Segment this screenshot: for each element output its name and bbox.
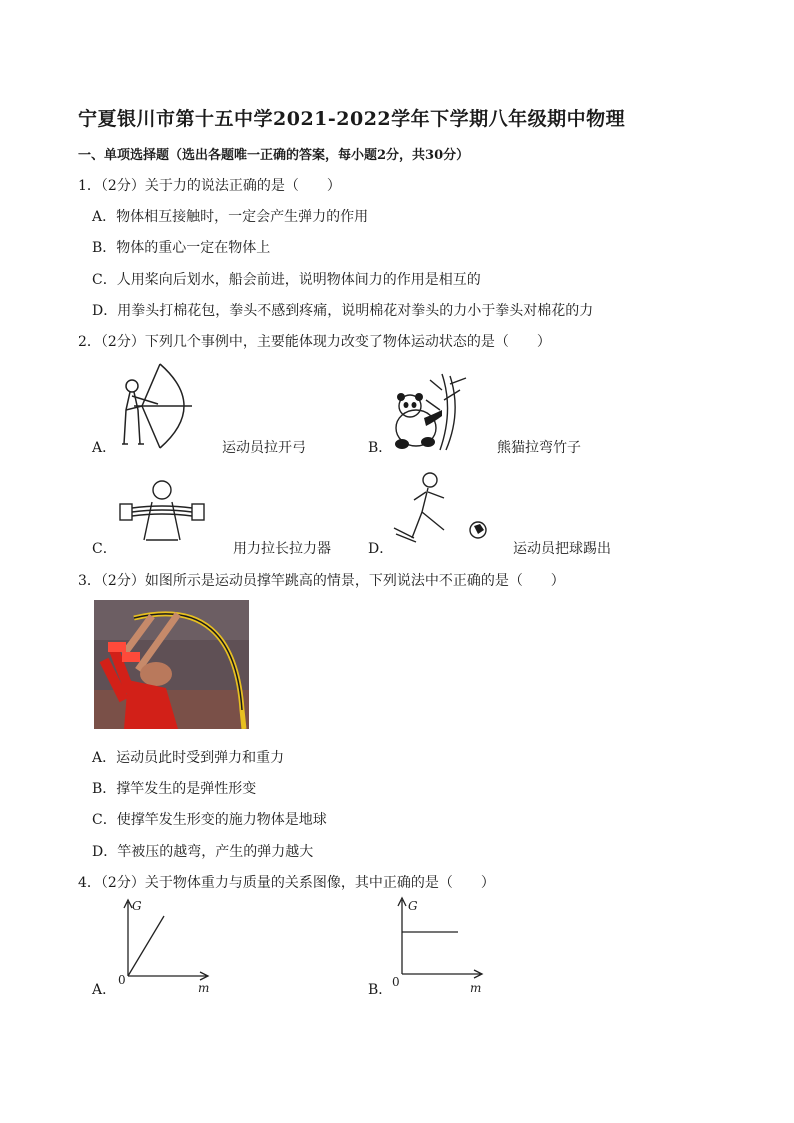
page-title: 宁夏银川市第十五中学2021-2022学年下学期八年级期中物理 — [78, 108, 626, 130]
question-1-option-d: D．用拳头打棉花包，拳头不感到疼痛，说明棉花对拳头的力小于拳头对棉花的力 — [92, 303, 594, 319]
question-3-option-a: A．运动员此时受到弹力和重力 — [92, 750, 285, 766]
archer-illustration — [112, 360, 200, 452]
question-1-option-c: C．人用桨向后划水，船会前进，说明物体间力的作用是相互的 — [92, 272, 481, 288]
graph-a-origin: 0 — [118, 973, 126, 987]
graph-b — [386, 894, 496, 994]
question-2-option-a-caption: 运动员拉开弓 — [222, 440, 306, 456]
chest-expander-illustration — [116, 476, 208, 550]
graph-a-xlabel: m — [198, 981, 210, 995]
graph-a-ylabel: G — [132, 899, 142, 913]
question-1-option-b: B．物体的重心一定在物体上 — [92, 240, 271, 256]
pole-vault-photo — [94, 600, 249, 729]
question-2-option-a-letter: A． — [92, 440, 117, 456]
question-4-option-b-letter: B． — [368, 982, 393, 998]
graph-b-ylabel: G — [408, 899, 418, 913]
kicking-ball-illustration — [392, 470, 492, 552]
question-2-option-d-letter: D． — [368, 541, 394, 557]
question-3-stem: 3．（2分）如图所示是运动员撑竿跳高的情景，下列说法中不正确的是（ ） — [78, 573, 565, 589]
question-3-option-c: C．使撑竿发生形变的施力物体是地球 — [92, 812, 327, 828]
question-3-option-d: D．竿被压的越弯，产生的弹力越大 — [92, 844, 314, 860]
question-1-stem: 1．（2分）关于力的说法正确的是（ ） — [78, 178, 341, 194]
question-3-option-b: B．撑竿发生的是弹性形变 — [92, 781, 257, 797]
question-2-stem: 2．（2分）下列几个事例中，主要能体现力改变了物体运动状态的是（ ） — [78, 334, 551, 350]
graph-b-xlabel: m — [470, 981, 482, 994]
question-2-option-c-caption: 用力拉长拉力器 — [233, 541, 331, 557]
question-1-option-a: A．物体相互接触时，一定会产生弹力的作用 — [92, 209, 369, 225]
question-4-stem: 4．（2分）关于物体重力与质量的关系图像，其中正确的是（ ） — [78, 875, 495, 891]
panda-illustration — [390, 370, 480, 452]
question-2-option-b-letter: B． — [368, 440, 393, 456]
question-2-option-b-caption: 熊猫拉弯竹子 — [497, 440, 581, 456]
question-2-option-c-letter: C． — [92, 541, 117, 557]
question-2-option-d-caption: 运动员把球踢出 — [513, 541, 611, 557]
graph-a — [112, 896, 222, 996]
graph-b-origin: 0 — [392, 975, 400, 989]
question-4-option-a-letter: A． — [92, 982, 117, 998]
section-heading: 一、单项选择题（选出各题唯一正确的答案，每小题2分，共30分） — [78, 148, 470, 163]
